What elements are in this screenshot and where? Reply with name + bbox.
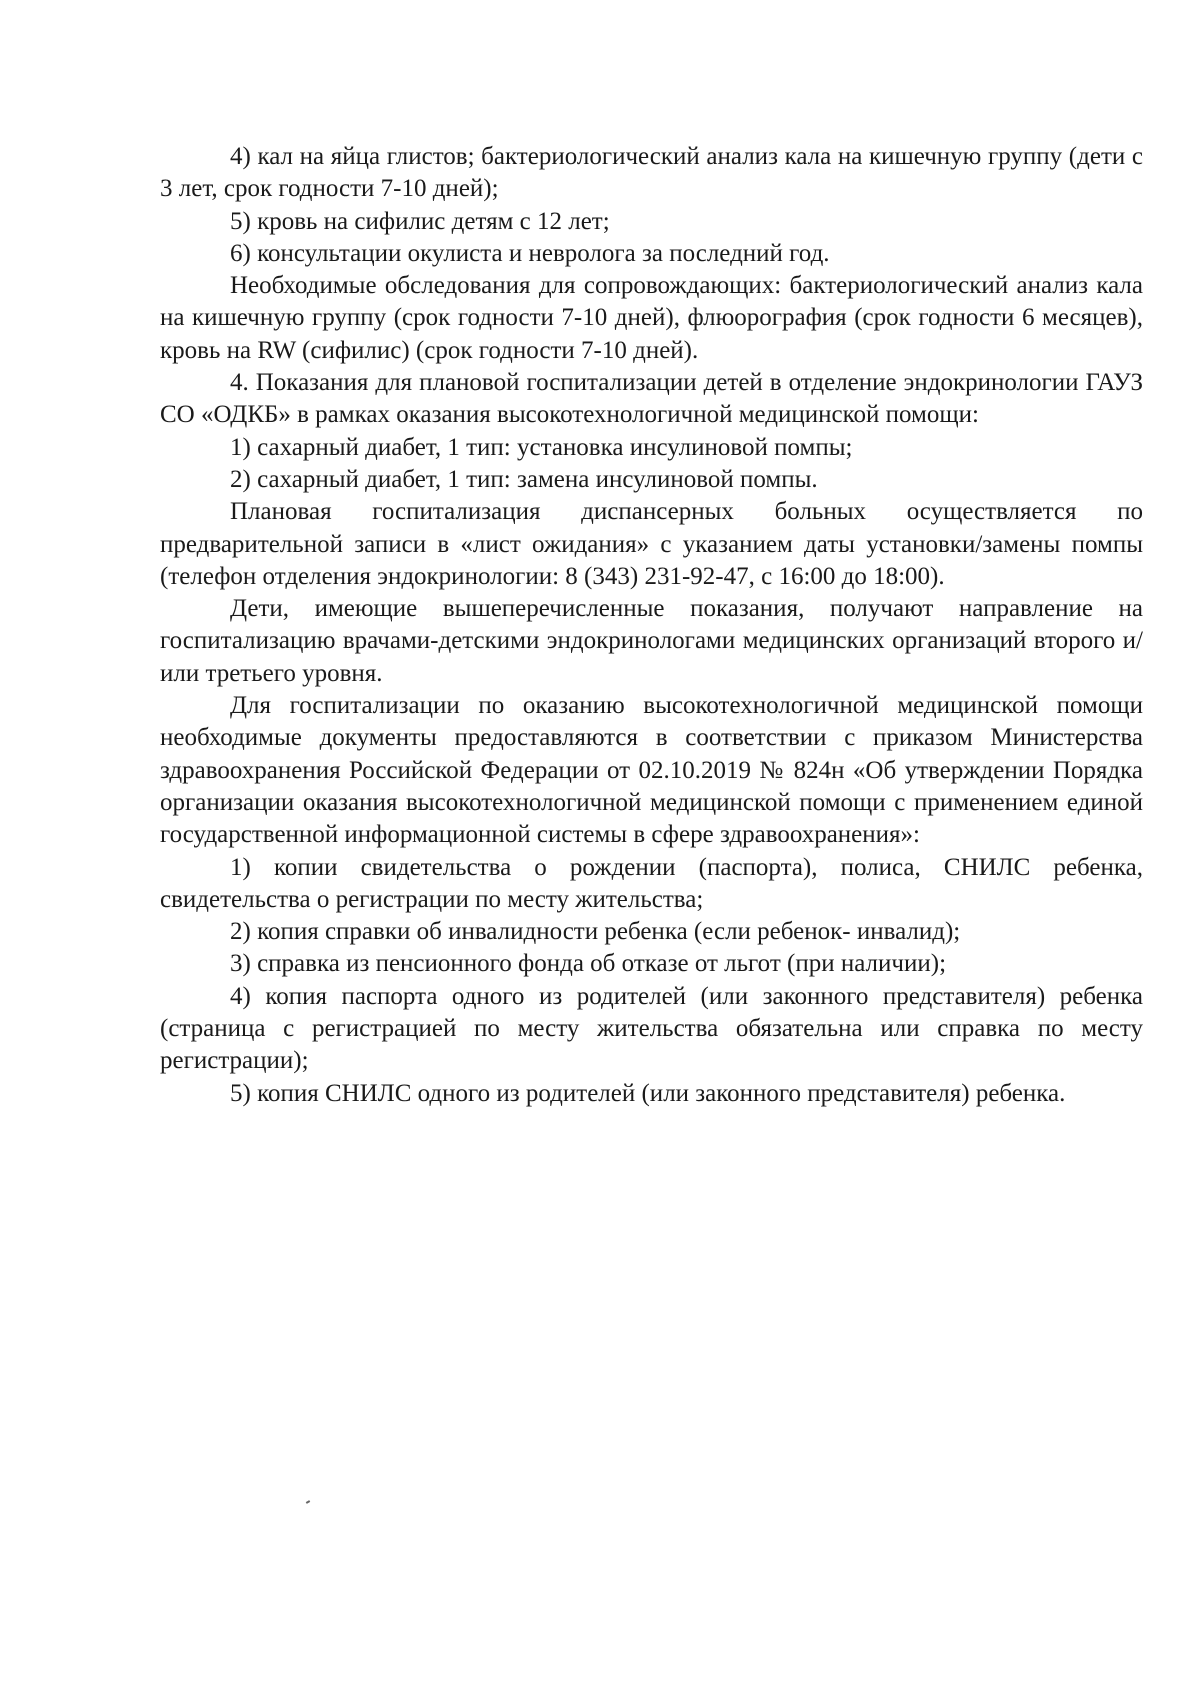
paragraph-referral: Дети, имеющие вышеперечисленные показания, получают направление на госпитализацию врачами-детскими эндокринологами медицинских организаций второго и/или третьего уровня.: [160, 595, 1143, 687]
paragraph-doc-5-parent-snils: 5) копия СНИЛС одного из родителей (или законного представителя) ребенка.: [230, 1079, 1066, 1107]
scan-speck: [306, 1500, 310, 1504]
paragraph-required-documents: Для госпитализации по оказанию высокотехнологичной медицинской помощи необходимые документы предоставляются в соответствии с приказом Министерства здравоохранения Российской Федерации от 02.10.2019 № 824н «Об утверждении Порядка организации оказания высокотехнологичной медицинской помощи с применением единой государственной информационной системы в сфере здравоохранения»:: [160, 692, 1143, 849]
paragraph-item-5-syphilis-test: 5) кровь на сифилис детям с 12 лет;: [230, 207, 610, 235]
paragraph-doc-4-parent-passport: 4) копия паспорта одного из родителей (или законного представителя) ребенка (страница с регистрацией по месту жительства обязательна или справка по месту регистрации);: [160, 982, 1143, 1075]
paragraph-indication-pump-replace: 2) сахарный диабет, 1 тип: замена инсулиновой помпы.: [230, 465, 818, 493]
paragraph-doc-1-certificates: 1) копии свидетельства о рождении (паспорта), полиса, СНИЛС ребенка, свидетельства о регистрации по месту жительства;: [160, 853, 1143, 913]
paragraph-item-4-stool-test: 4) кал на яйца глистов; бактериологический анализ кала на кишечную группу (дети с 3 лет, срок годности 7-10 дней);: [160, 143, 1143, 203]
paragraph-indication-pump-install: 1) сахарный диабет, 1 тип: установка инсулиновой помпы;: [230, 433, 853, 461]
document-body: [160, 141, 1143, 1110]
paragraph-doc-2-disability: 2) копия справки об инвалидности ребенка (если ребенок- инвалид);: [230, 918, 961, 946]
paragraph-escort-examinations: Необходимые обследования для сопровождающих: бактериологический анализ кала на кишечную группу (срок годности 7-10 дней), флюорография (срок годности 6 месяцев), кровь на RW (сифилис) (срок годности 7-10 дней).: [160, 272, 1143, 364]
paragraph-planned-hospitalization: Плановая госпитализация диспансерных больных осуществляется по предварительной записи в «лист ожидания» с указанием даты установки/замены помпы (телефон отделения эндокринологии: 8 (343) 231-92-47, с 16:00 до 18:00).: [160, 498, 1143, 590]
paragraph-item-6-consultations: 6) консультации окулиста и невролога за последний год.: [230, 239, 830, 267]
paragraph-doc-3-pension-fund: 3) справка из пенсионного фонда об отказе от льгот (при наличии);: [230, 950, 947, 978]
paragraph-section-4-indications: 4. Показания для плановой госпитализации детей в отделение эндокринологии ГАУЗ СО «ОДКБ» в рамках оказания высокотехнологичной медицинской помощи:: [160, 369, 1143, 429]
